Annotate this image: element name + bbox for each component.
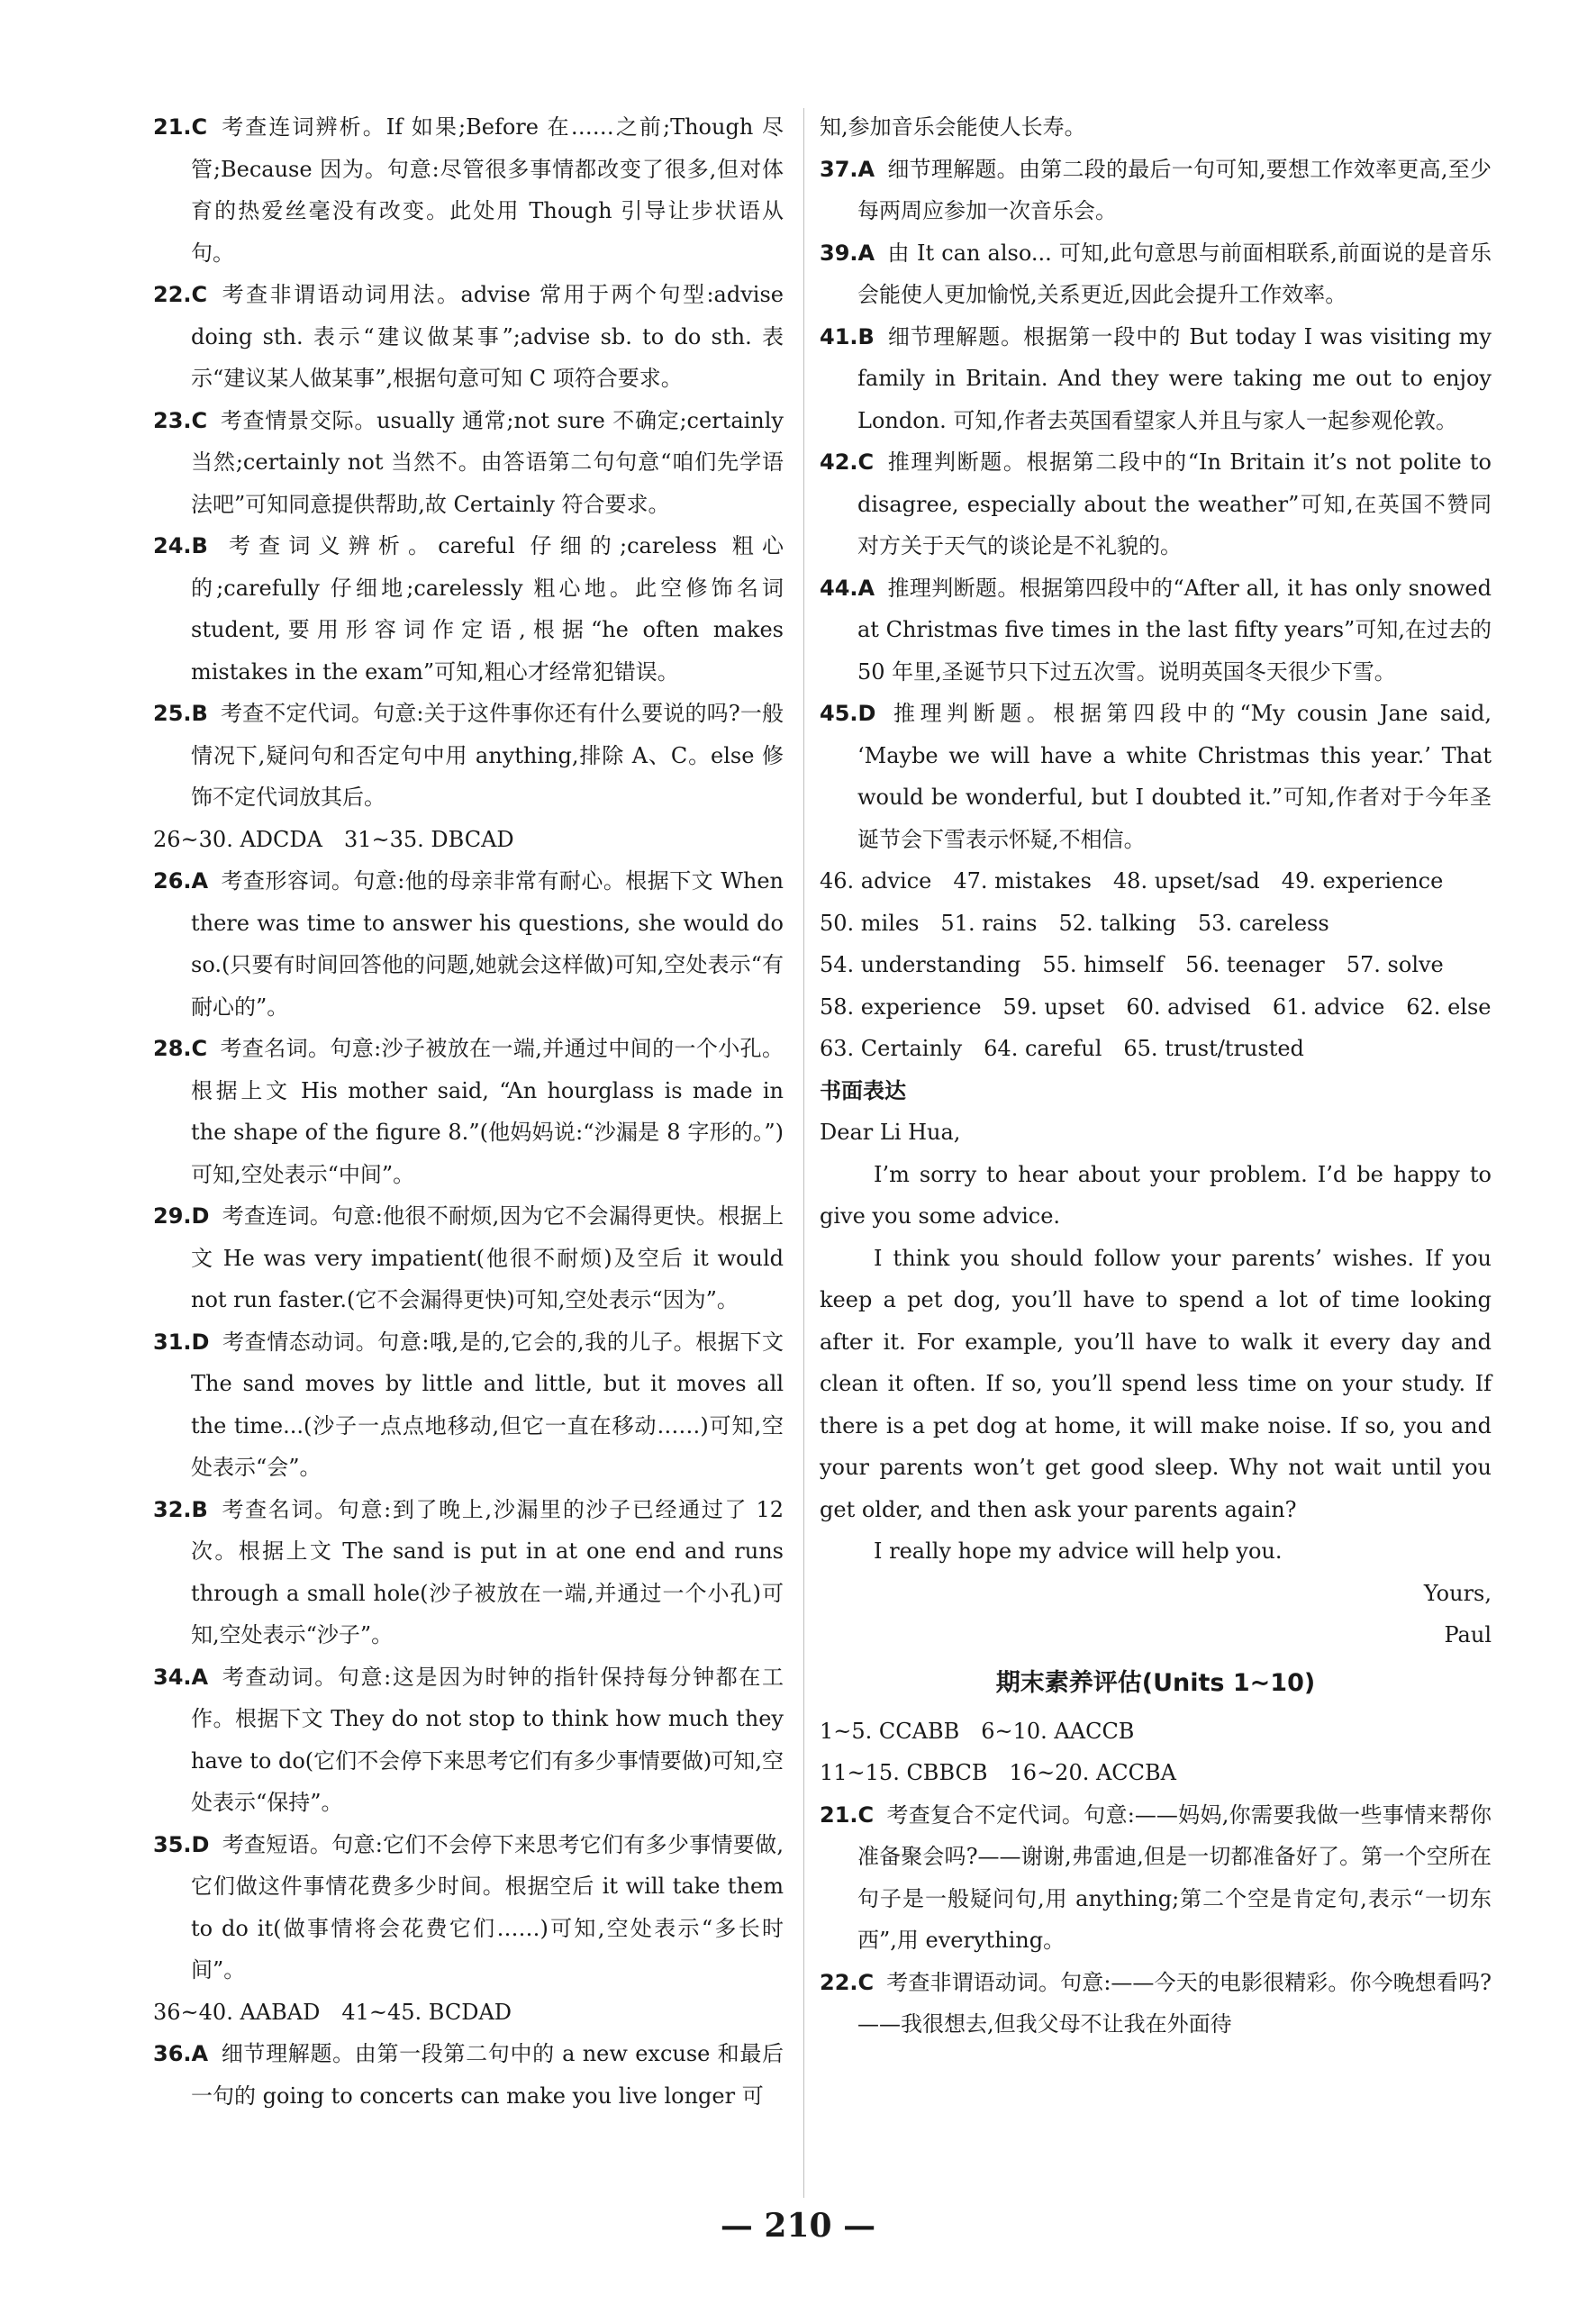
letter-closing: Yours, — [1423, 1580, 1492, 1606]
explanation-item — [820, 693, 1492, 860]
explanation-item — [820, 316, 1492, 442]
answer-letter: C — [857, 1801, 875, 1828]
explanation-text: 推理判断题。根据第二段中的“In Britain it’s not polite to disagree, especially about the weather”可知,在英国不赞同对方关于天气的谈论是不礼貌的。 — [857, 449, 1492, 558]
explanation-text: 考查名词。句意:沙子被放在一端,并通过中间的一个小孔。根据上文 His mother said, “An hourglass is made in the shape of the figure 8.”(他妈妈说:“沙漏是 8 字形的。”)可知,空处表示“中间”。 — [191, 1036, 784, 1187]
answer-key-line: 1~5. CCABB 6~10. AACCB — [820, 1718, 1135, 1744]
question-number: 25. — [153, 701, 192, 726]
continued-text: 知,参加音乐会能使人长寿。 — [820, 114, 1086, 140]
letter-paragraph: I’m sorry to hear about your problem. I’d be happy to give you some advice. — [820, 1161, 1492, 1229]
explanation-item — [153, 1195, 784, 1321]
explanation-item — [153, 525, 784, 693]
answer-letter: A — [857, 575, 875, 601]
answer-letter: B — [191, 701, 208, 726]
explanation-item — [153, 2033, 784, 2117]
writing-section — [820, 1070, 1492, 1656]
answer-letter: D — [191, 1831, 210, 1857]
explanation-item — [820, 441, 1492, 567]
question-number: 35. — [153, 1831, 192, 1857]
answer-letter: D — [857, 701, 876, 726]
question-number: 21. — [820, 1801, 858, 1828]
explanation-text: 考查非谓语动词用法。advise 常用于两个句型:advise doing sth. 表示“建议做某事”;advise sb. to do sth. 表示“建议某人做某事”,根据句意可知 C 项符合要求。 — [191, 282, 784, 391]
explanation-text: 考查动词。句意:这是因为时钟的指针保持每分钟都在工作。根据下文 They do not stop to think how much they have to do(它们不会停下来思考它们有多少事情要做)可知,空处表示“保持”。 — [191, 1664, 784, 1815]
explanation-item — [153, 106, 784, 274]
explanation-text: 考查情景交际。usually 通常;not sure 不确定;certainly 当然;certainly not 当然不。由答语第二句句意“咱们先学语法吧”可知同意提供帮助,故 Certainly 符合要求。 — [191, 407, 784, 517]
explanation-item — [153, 860, 784, 1028]
answer-letter: A — [191, 868, 209, 894]
question-number: 26. — [153, 868, 192, 894]
final-exam-title: 期末素养评估(Units 1~10) — [995, 1668, 1316, 1697]
answer-letter: C — [191, 1036, 208, 1061]
question-number: 42. — [820, 449, 858, 475]
answer-key-line: 63. Certainly 64. careful 65. trust/trusted — [820, 1036, 1304, 1061]
question-number: 39. — [820, 240, 858, 266]
column-divider — [803, 108, 804, 2198]
explanation-text: 考查非谓语动词。句意:——今天的电影很精彩。你今晚想看吗?——我很想去,但我父母不让我在外面待 — [857, 1969, 1492, 2037]
writing-heading: 书面表达 — [820, 1077, 906, 1103]
question-number: 28. — [153, 1036, 192, 1061]
final-exam-items — [820, 1794, 1492, 2046]
explanation-text: 考查名词。句意:到了晚上,沙漏里的沙子已经通过了 12 次。根据上文 The sand is put in at one end and runs through a small hole(沙子被放在一端,并通过一个小孔)可知,空处表示“沙子”。 — [191, 1496, 784, 1647]
answer-letter: B — [191, 533, 208, 558]
right-column — [820, 106, 1492, 2046]
question-number: 45. — [820, 701, 858, 726]
question-number: 29. — [153, 1203, 192, 1229]
answer-letter: C — [857, 449, 875, 475]
question-number: 24. — [153, 533, 192, 558]
explanation-text: 推理判断题。根据第四段中的“My cousin Jane said, ‘Maybe we will have a white Christmas this year.’ That would be wonderful, but I doubted it.”可知,作者对于今年圣诞节会下雪表示怀疑,不相信。 — [857, 701, 1492, 852]
explanation-item — [820, 149, 1492, 232]
explanation-item — [153, 400, 784, 526]
question-number: 22. — [820, 1969, 858, 1995]
question-number: 34. — [153, 1664, 192, 1690]
question-number: 31. — [153, 1329, 192, 1355]
letter-paragraph: I think you should follow your parents’ wishes. If you keep a pet dog, you’ll have to spend a lot of time looking after it. For example, you’ll have to walk it every day and clean it often. If so, you’ll spend less time on your study. If there is a pet dog at home, it will make noise. If so, you and your parents won’t get good sleep. Why not wait until you get older, and then ask your parents again? — [820, 1245, 1492, 1522]
question-number: 44. — [820, 575, 858, 601]
explanation-item — [153, 1028, 784, 1195]
explanation-item — [820, 1962, 1492, 2046]
explanation-text: 考查词义辨析。careful 仔细的;careless 粗心的;carefully 仔细地;carelessly 粗心地。此空修饰名词 student,要用形容词作定语,根据“he often makes mistakes in the exam”可知,粗心才经常犯错误。 — [191, 533, 784, 685]
question-number: 23. — [153, 407, 192, 433]
page-number: — 210 — — [720, 2207, 876, 2245]
explanation-item — [153, 1321, 784, 1489]
question-number: 32. — [153, 1496, 192, 1522]
answer-letter: B — [857, 323, 875, 349]
answer-letter: D — [191, 1329, 210, 1355]
answer-key-line: 54. understanding 55. himself 56. teenager 57. solve — [820, 952, 1444, 977]
explanation-text: 推理判断题。根据第四段中的“After all, it has only snowed at Christmas five times in the last fifty years”可知,在过去的 50 年里,圣诞节只下过五次雪。说明英国冬天很少下雪。 — [857, 575, 1492, 685]
letter-greeting: Dear Li Hua, — [820, 1120, 961, 1145]
letter-signature: Paul — [1444, 1622, 1492, 1647]
answer-key-line: 58. experience 59. upset 60. advised 61. advice 62. else — [820, 994, 1492, 1020]
question-number: 36. — [153, 2041, 192, 2066]
answer-key-line: 46. advice 47. mistakes 48. upset/sad 49. experience — [820, 868, 1444, 894]
explanation-item — [153, 1656, 784, 1824]
explanation-item — [820, 232, 1492, 316]
left-column — [153, 106, 784, 2117]
explanation-text: 考查形容词。句意:他的母亲非常有耐心。根据下文 When there was time to answer his questions, she would do so.(只要有时间回答他的问题,她就会这样做)可知,空处表示“有耐心的”。 — [191, 868, 784, 1020]
explanation-item — [153, 693, 784, 819]
explanation-text: 考查不定代词。句意:关于这件事你还有什么要说的吗?一般情况下,疑问句和否定句中用 anything,排除 A、C。else 修饰不定代词放其后。 — [191, 701, 784, 810]
answer-key-line: 50. miles 51. rains 52. talking 53. careless — [820, 910, 1329, 936]
explanation-item — [153, 1489, 784, 1656]
explanation-text: 由 It can also... 可知,此句意思与前面相联系,前面说的是音乐会能使人更加愉悦,关系更近,因此会提升工作效率。 — [857, 240, 1492, 307]
answer-letter: C — [191, 407, 208, 433]
explanation-text: 考查短语。句意:它们不会停下来思考它们有多少事情要做,它们做这件事情花费多少时间。根据空后 it will take them to do it(做事情将会花费它们……)可知,空处表示“多长时间”。 — [191, 1831, 784, 1983]
answer-letter: B — [191, 1496, 208, 1522]
right-answers — [820, 106, 1492, 1070]
answer-letter: A — [857, 240, 875, 266]
answer-letter: A — [191, 2041, 209, 2066]
explanation-item — [820, 1794, 1492, 1962]
explanation-text: 考查连词辨析。If 如果;Before 在……之前;Though 尽管;Because 因为。句意:尽管很多事情都改变了很多,但对体育的热爱丝毫没有改变。此处用 Though 引导让步状语从句。 — [191, 114, 784, 266]
question-number: 21. — [153, 114, 192, 140]
letter-paragraph: I really hope my advice will help you. — [874, 1538, 1283, 1564]
question-number: 37. — [820, 156, 858, 182]
answer-key-line: 26~30. ADCDA 31~35. DBCAD — [153, 826, 514, 852]
explanation-item — [820, 567, 1492, 694]
question-number: 22. — [153, 282, 192, 307]
answer-key-line: 11~15. CBBCB 16~20. ACCBA — [820, 1760, 1176, 1785]
question-number: 41. — [820, 323, 858, 349]
explanation-text: 考查情态动词。句意:哦,是的,它会的,我的儿子。根据下文 The sand moves by little and little, but it moves all the time...(沙子一点点地移动,但它一直在移动……)可知,空处表示“会”。 — [191, 1329, 784, 1480]
explanation-item — [153, 1824, 784, 1992]
explanation-text: 细节理解题。根据第一段中的 But today I was visiting my family in Britain. And they were taking me out to enjoy London. 可知,作者去英国看望家人并且与家人一起参观伦敦。 — [857, 323, 1492, 433]
answer-letter: C — [191, 282, 208, 307]
explanation-text: 考查连词。句意:他很不耐烦,因为它不会漏得更快。根据上文 He was very impatient(他很不耐烦)及空后 it would not run faster.(它不会漏得更快)可知,空处表示“因为”。 — [191, 1203, 784, 1312]
answer-letter: D — [191, 1203, 210, 1229]
answer-key-line: 36~40. AABAD 41~45. BCDAD — [153, 1999, 512, 2025]
answer-letter: A — [857, 156, 875, 182]
explanation-text: 细节理解题。由第二段的最后一句可知,要想工作效率更高,至少每两周应参加一次音乐会。 — [857, 156, 1492, 223]
explanation-text: 考查复合不定代词。句意:——妈妈,你需要我做一些事情来帮你准备聚会吗?——谢谢,弗雷迪,但是一切都准备好了。第一个空所在句子是一般疑问句,用 anything;第二个空是肯定句,表示“一切东西”,用 everything。 — [857, 1801, 1492, 1953]
answer-letter: C — [191, 114, 208, 140]
answer-letter: C — [857, 1969, 875, 1995]
explanation-text: 细节理解题。由第一段第二句中的 a new excuse 和最后一句的 going to concerts can make you live longer 可 — [191, 2041, 784, 2109]
explanation-item — [153, 274, 784, 400]
answer-letter: A — [191, 1664, 209, 1690]
final-exam-section — [820, 1656, 1492, 2046]
